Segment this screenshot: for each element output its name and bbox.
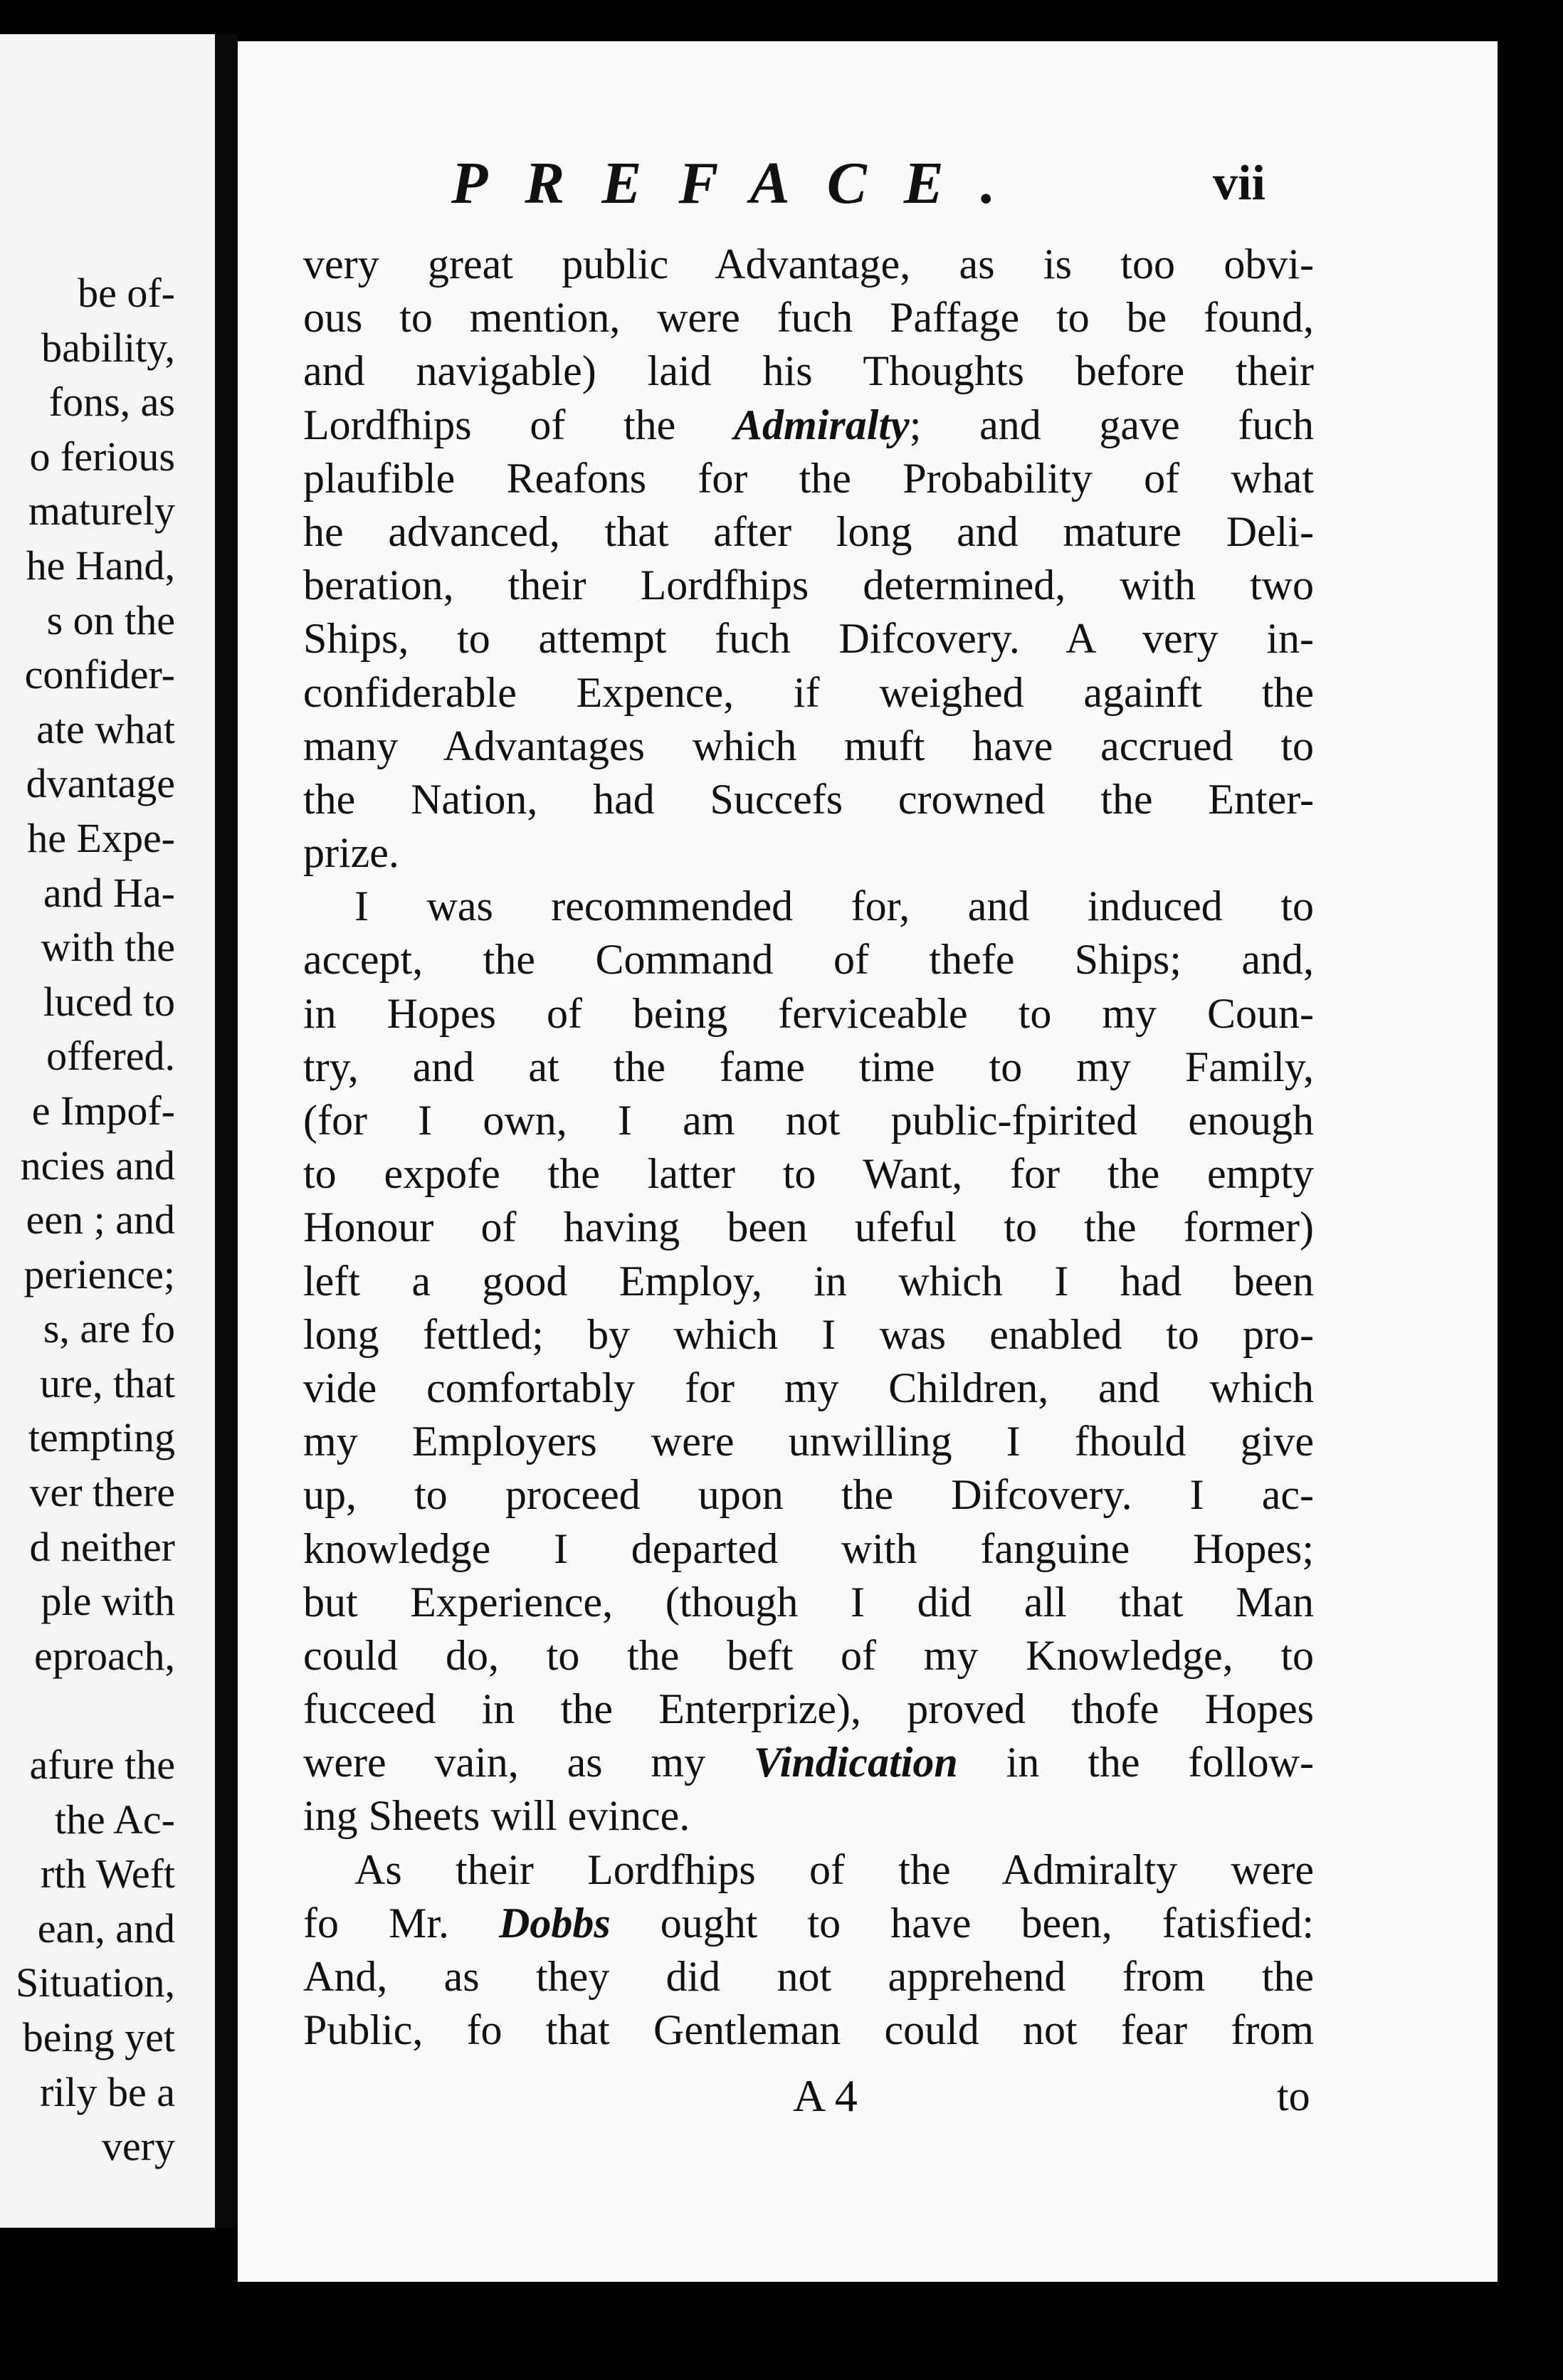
- left-text-line: perience;: [23, 1250, 175, 1297]
- text-line: [303, 1468, 1314, 1522]
- text-run: confiderable Expence, if weighed againft the: [303, 668, 1314, 716]
- left-text-line: he Hand,: [26, 542, 175, 589]
- scan-border: [0, 2282, 1563, 2380]
- text-line: [303, 1897, 1314, 1950]
- left-text-line: rily be a: [39, 2068, 175, 2115]
- page-footer: [238, 2064, 1498, 2128]
- text-run: could do, to the beft of my Knowledge, to: [303, 1631, 1314, 1679]
- left-text-line: luced to: [43, 978, 175, 1025]
- left-text-line: e Impof-: [31, 1087, 175, 1134]
- left-page-fragment: [0, 34, 215, 2228]
- text-line: [303, 1522, 1314, 1576]
- text-line: [303, 238, 1314, 291]
- text-line: [303, 933, 1314, 986]
- text-line: [303, 1789, 1314, 1843]
- left-text-line: ure, that: [39, 1359, 175, 1406]
- left-text-line: very: [101, 2123, 175, 2170]
- left-text-line: s, are fo: [43, 1305, 175, 1352]
- left-text-line: ean, and: [37, 1905, 175, 1952]
- text-run: in the follow-: [957, 1739, 1314, 1786]
- text-line: [303, 1683, 1314, 1736]
- left-text-line: een ; and: [26, 1196, 175, 1243]
- text-run: Honour of having been ufeful to the former): [303, 1204, 1314, 1251]
- text-run: vide comfortably for my Children, and which: [303, 1364, 1314, 1411]
- text-run: my Employers were unwilling I fhould give: [303, 1418, 1314, 1465]
- text-line: [303, 1094, 1314, 1147]
- text-run: fucceed in the Enterprize), proved thofe Hopes: [303, 1685, 1314, 1733]
- text-line: [303, 612, 1314, 665]
- text-line: [303, 1736, 1314, 1789]
- left-text-line: fons, as: [48, 379, 175, 426]
- left-text-line: confider-: [24, 651, 175, 698]
- text-run: in Hopes of being ferviceable to my Coun-: [303, 989, 1314, 1037]
- text-run: As their Lordfhips of the Admiralty were: [354, 1845, 1314, 1893]
- text-run: very great public Advantage, as is too obvi-: [303, 241, 1314, 288]
- text-line: [303, 1950, 1314, 2003]
- text-run: ous to mention, were fuch Paffage to be found,: [303, 294, 1314, 342]
- left-text-line: be of-: [78, 270, 175, 316]
- text-line: [303, 773, 1314, 826]
- text-run: And, as they did not apprehend from the: [303, 1953, 1314, 2000]
- left-text-line: Situation,: [16, 1959, 175, 2006]
- text-line: [303, 2003, 1314, 2057]
- left-text-line: being yet: [22, 2014, 175, 2060]
- text-run: ; and gave fuch: [909, 401, 1314, 448]
- text-run: were vain, as my: [303, 1739, 754, 1786]
- text-run: I was recommended for, and induced to: [354, 883, 1314, 930]
- text-run: accept, the Command of thefe Ships; and,: [303, 936, 1314, 984]
- text-run: ing Sheets will evince.: [303, 1792, 690, 1840]
- left-text-line: dvantage: [26, 760, 175, 807]
- text-run: plaufible Reafons for the Probability of what: [303, 454, 1314, 502]
- italic-text: Dobbs: [499, 1899, 611, 1947]
- text-run: but Experience, (though I did all that Man: [303, 1578, 1314, 1626]
- text-line: [303, 666, 1314, 720]
- text-run: Ships, to attempt fuch Difcovery. A very in-: [303, 615, 1314, 663]
- text-run: left a good Employ, in which I had been: [303, 1257, 1314, 1305]
- text-run: Lordfhips of the: [303, 401, 735, 448]
- right-page: [238, 41, 1498, 2282]
- left-text-line: d neither: [29, 1523, 175, 1570]
- text-run: try, and at the fame time to my Family,: [303, 1043, 1314, 1090]
- text-line: [303, 344, 1314, 398]
- left-text-line: eproach,: [33, 1632, 175, 1679]
- text-run: up, to proceed upon the Difcovery. I ac-: [303, 1471, 1314, 1519]
- text-line: [303, 452, 1314, 505]
- italic-text: Admiralty: [734, 401, 910, 448]
- catchword: to: [1277, 2073, 1310, 2120]
- text-run: and navigable) laid his Thoughts before their: [303, 347, 1314, 395]
- text-line: [303, 1147, 1314, 1201]
- left-text-line: ver there: [29, 1469, 175, 1516]
- left-page-text: [16, 266, 175, 2174]
- text-run: to expofe the latter to Want, for the empty: [303, 1150, 1314, 1198]
- page-gutter: [215, 34, 238, 2228]
- text-run: beration, their Lordfhips determined, with two: [303, 562, 1314, 609]
- left-text-line: o ferious: [29, 433, 175, 480]
- text-run: knowledge I departed with fanguine Hopes;: [303, 1525, 1314, 1572]
- text-run: he advanced, that after long and mature Deli-: [303, 507, 1314, 555]
- text-line: [303, 559, 1314, 612]
- text-run: fo Mr.: [303, 1899, 500, 1947]
- left-text-line: ple with: [41, 1578, 175, 1625]
- italic-text: Vindication: [754, 1739, 958, 1786]
- left-text-line: tempting: [28, 1414, 175, 1461]
- text-line: [303, 1255, 1314, 1308]
- body-text: [303, 238, 1314, 2057]
- text-line: [303, 1843, 1314, 1897]
- running-head: [238, 141, 1498, 226]
- left-text-line: bability,: [41, 324, 175, 371]
- text-run: Public, fo that Gentleman could not fear from: [303, 2006, 1314, 2054]
- left-text-line: ate what: [36, 705, 175, 752]
- text-run: prize.: [303, 829, 399, 877]
- left-text-line: ncies and: [20, 1142, 175, 1189]
- text-line: [303, 1201, 1314, 1254]
- text-line: [303, 1415, 1314, 1468]
- left-text-line: offered.: [46, 1033, 175, 1080]
- running-title: PREFACE.: [451, 150, 1033, 216]
- text-line: [303, 720, 1314, 773]
- left-text-line: afure the: [29, 1742, 175, 1789]
- left-text-line: s on the: [46, 596, 175, 643]
- left-text-line: he Expe-: [27, 814, 175, 861]
- signature-mark: A 4: [793, 2070, 858, 2121]
- text-line: [303, 1362, 1314, 1415]
- left-text-line: with the: [41, 924, 175, 971]
- left-text-line: maturely: [28, 488, 175, 535]
- text-line: [303, 1576, 1314, 1629]
- text-line: [303, 505, 1314, 559]
- left-text-line: the Ac-: [54, 1796, 175, 1843]
- text-line: [303, 1308, 1314, 1362]
- text-line: [303, 826, 1314, 880]
- left-text-line: rth Weft: [40, 1850, 175, 1897]
- text-line: [303, 987, 1314, 1041]
- text-run: long fettled; by which I was enabled to pro-: [303, 1310, 1314, 1358]
- text-run: many Advantages which muft have accrued to: [303, 722, 1314, 769]
- text-line: [303, 880, 1314, 933]
- left-text-line: and Ha-: [43, 869, 175, 916]
- text-line: [303, 291, 1314, 344]
- text-run: the Nation, had Succefs crowned the Enter-: [303, 775, 1314, 823]
- text-line: [303, 1629, 1314, 1683]
- text-line: [303, 399, 1314, 452]
- left-text-line: [16, 1683, 175, 1738]
- page-number: vii: [1213, 156, 1265, 211]
- text-run: (for I own, I am not public-fpirited enough: [303, 1097, 1314, 1144]
- text-run: ought to have been, fatisfied:: [610, 1899, 1314, 1947]
- text-line: [303, 1041, 1314, 1094]
